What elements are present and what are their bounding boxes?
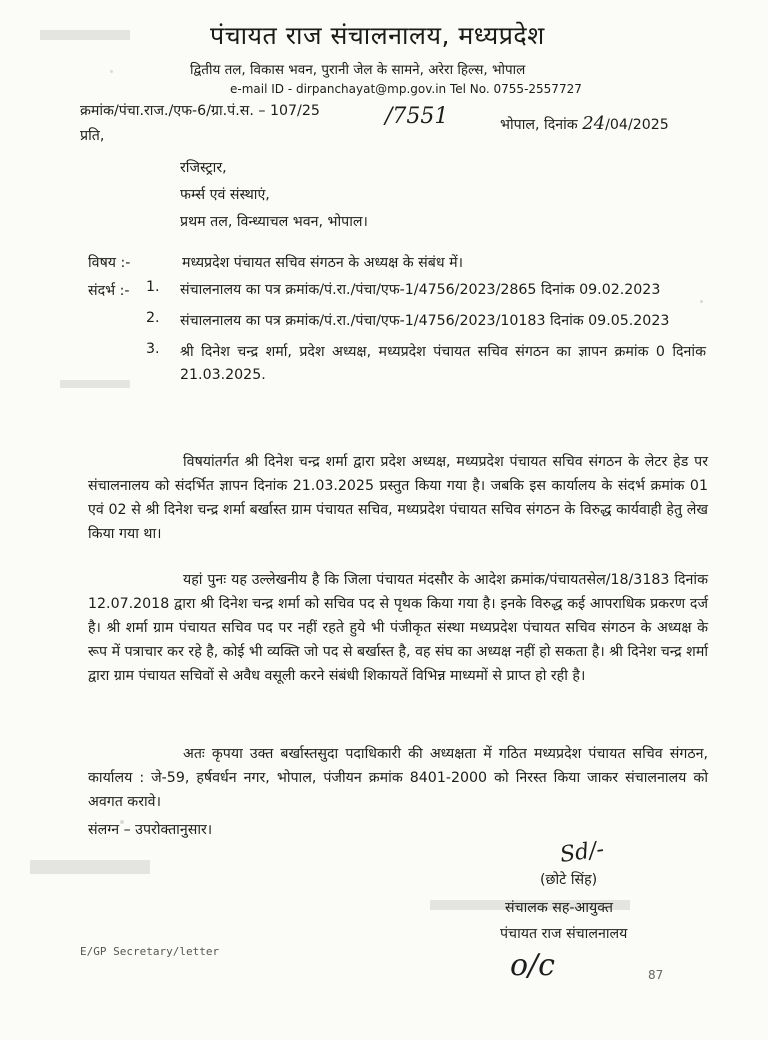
reference-number: 1. xyxy=(146,279,160,295)
handwritten-initials: o/c xyxy=(510,948,555,983)
letter-ref-number: क्रमांक/पंचा.राज./एफ-6/ग्रा.पं.स. – 107/25 xyxy=(80,103,320,119)
reference-item xyxy=(146,341,706,387)
addressee-line-1: रजिस्ट्रार, xyxy=(180,160,227,176)
letterhead-title: पंचायत राज संचालनालय, मध्यप्रदेश xyxy=(210,21,545,50)
letter-date xyxy=(500,113,669,134)
scan-smudge xyxy=(60,380,130,388)
addressee-line-3: प्रथम तल, विन्ध्याचल भवन, भोपाल। xyxy=(180,214,368,230)
reference-number: 3. xyxy=(146,341,160,357)
to-label: प्रति, xyxy=(80,128,105,144)
reference-item xyxy=(146,310,706,333)
reference-text: श्री दिनेश चन्द्र शर्मा, प्रदेश अध्यक्ष, मध्यप्रदेश पंचायत सचिव संगठन का ज्ञापन क्रमांक 0 दिनांक 21.03.2025. xyxy=(180,344,706,383)
scan-speck xyxy=(110,70,113,73)
place-date-label: भोपाल, दिनांक xyxy=(500,117,578,133)
subject-text: मध्यप्रदेश पंचायत सचिव संगठन के अध्यक्ष के संबंध में। xyxy=(182,255,463,271)
page-number: 87 xyxy=(648,968,664,982)
scan-smudge xyxy=(40,30,130,40)
date-month-year: /04/2025 xyxy=(605,117,669,133)
signatory-designation-1: संचालक सह-आयुक्त xyxy=(505,900,613,916)
subject-label: विषय :- xyxy=(88,255,131,271)
signature-mark: Sd/- xyxy=(558,837,606,868)
body-paragraph-1: विषयांतर्गत श्री दिनेश चन्द्र शर्मा द्वारा प्रदेश अध्यक्ष, मध्यप्रदेश पंचायत सचिव संगठन के लेटर हेड पर संचालनालय को संदर्भित ज्ञापन दिनांक 21.03.2025 प्रस्तुत किया गया है। जबकि इस कार्यालय के संदर्भ क्रमांक 01 एवं 02 से श्री दिनेश चन्द्र शर्मा बर्खास्त ग्राम पंचायत सचिव, मध्यप्रदेश पंचायत सचिव संगठन के विरुद्ध कार्यवाही हेतु लेख किया गया था। xyxy=(88,454,708,542)
reference-number: 2. xyxy=(146,310,160,326)
reference-item xyxy=(146,279,706,302)
reference-text: संचालनालय का पत्र क्रमांक/पं.रा./पंचा/एफ-1/4756/2023/2865 दिनांक 09.02.2023 xyxy=(180,282,661,298)
file-path-footer: E/GP Secretary/letter xyxy=(80,945,220,958)
references-label: संदर्भ :- xyxy=(88,283,130,299)
reference-text: संचालनालय का पत्र क्रमांक/पं.रा./पंचा/एफ-1/4756/2023/10183 दिनांक 09.05.2023 xyxy=(180,313,670,329)
scan-smudge xyxy=(30,860,150,874)
references-list xyxy=(146,279,706,387)
body-paragraph-2: यहां पुनः यह उल्लेखनीय है कि जिला पंचायत मंदसौर के आदेश क्रमांक/पंचायतसेल/18/3183 दिनांक 12.07.2018 द्वारा श्री दिनेश चन्द्र शर्मा को सचिव पद से पृथक किया गया है। इनके विरुद्ध कई आपराधिक प्रकरण दर्ज है। श्री शर्मा ग्राम पंचायत सचिव पद पर नहीं रहते हुये भी पंजीकृत संस्था मध्यप्रदेश पंचायत सचिव संगठन के अध्यक्ष के रूप में पत्राचार कर रहे है, कोई भी व्यक्ति जो पद से बर्खास्त है, वह संघ का अध्यक्ष नहीं हो सकता है। श्री दिनेश चन्द्र शर्मा द्वारा ग्राम पंचायत सचिवों से अवैध वसूली करने संबंधी शिकायतें विभिन्न माध्यमों से प्राप्त हो रही है। xyxy=(88,572,708,684)
body-paragraph-3: अतः कृपया उक्त बर्खास्तसुदा पदाधिकारी की अध्यक्षता में गठित मध्यप्रदेश पंचायत सचिव संगठन, कार्यालय : जे-59, हर्षवर्धन नगर, भोपाल, पंजीयन क्रमांक 8401-2000 को निरस्त किया जाकर संचालनालय को अवगत करावे। xyxy=(88,746,708,810)
addressee-line-2: फर्म्स एवं संस्थाएं, xyxy=(180,187,270,203)
handwritten-ref-number: /7551 xyxy=(385,104,449,129)
letterhead-address: द्वितीय तल, विकास भवन, पुरानी जेल के सामने, अरेरा हिल्स, भोपाल xyxy=(190,62,526,78)
signatory-name: (छोटे सिंह) xyxy=(540,872,598,888)
handwritten-date-day: 24 xyxy=(582,113,606,134)
enclosure-note: संलग्न – उपरोक्तानुसार। xyxy=(88,822,213,838)
letterhead-contact: e-mail ID - dirpanchayat@mp.gov.in Tel No. 0755-2557727 xyxy=(230,82,582,96)
signatory-designation-2: पंचायत राज संचालनालय xyxy=(500,926,628,942)
